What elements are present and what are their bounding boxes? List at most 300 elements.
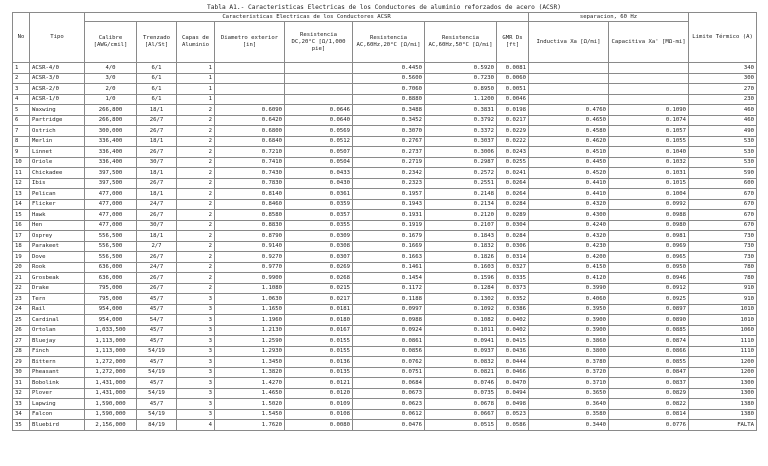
cell-res-dc: 0.0108 bbox=[285, 409, 353, 420]
cell-no: 8 bbox=[13, 136, 30, 147]
cell-xa: 0.4510 bbox=[529, 147, 609, 158]
cell-res-ac50: 0.1284 bbox=[425, 283, 497, 294]
cell-no: 27 bbox=[13, 336, 30, 347]
cell-trenzado: 18/1 bbox=[137, 168, 177, 179]
cell-res-ac50: 0.2148 bbox=[425, 189, 497, 200]
cell-capas: 3 bbox=[177, 294, 215, 305]
table-row bbox=[13, 199, 757, 210]
cell-xa bbox=[529, 63, 609, 74]
cell-diametro: 1.4650 bbox=[215, 388, 285, 399]
cell-no: 21 bbox=[13, 273, 30, 284]
cell-xa: 0.4320 bbox=[529, 199, 609, 210]
cell-tipo: Ibis bbox=[30, 178, 85, 189]
cell-res-ac20: 0.0861 bbox=[353, 336, 425, 347]
table-row bbox=[13, 252, 757, 263]
cell-res-ac20: 0.0988 bbox=[353, 315, 425, 326]
cell-xa2: 0.0912 bbox=[609, 283, 689, 294]
cell-res-dc: 0.0512 bbox=[285, 136, 353, 147]
cell-limite: 590 bbox=[689, 168, 757, 179]
cell-diametro: 0.8580 bbox=[215, 210, 285, 221]
cell-tipo: Oriole bbox=[30, 157, 85, 168]
cell-trenzado: 24/7 bbox=[137, 199, 177, 210]
cell-res-dc: 0.0640 bbox=[285, 115, 353, 126]
cell-diametro: 1.5020 bbox=[215, 399, 285, 410]
cell-calibre: 336,400 bbox=[85, 136, 137, 147]
cell-xa: 0.4410 bbox=[529, 178, 609, 189]
cell-gmr: 0.0586 bbox=[497, 420, 529, 431]
cell-res-ac50: 0.7230 bbox=[425, 73, 497, 84]
cell-res-ac50: 0.0746 bbox=[425, 378, 497, 389]
cell-res-ac20: 0.0856 bbox=[353, 346, 425, 357]
cell-limite: 530 bbox=[689, 136, 757, 147]
cell-diametro: 1.2130 bbox=[215, 325, 285, 336]
cell-diametro: 1.5450 bbox=[215, 409, 285, 420]
cell-trenzado: 18/1 bbox=[137, 231, 177, 242]
cell-diametro: 0.7410 bbox=[215, 157, 285, 168]
cell-xa2: 0.0814 bbox=[609, 409, 689, 420]
group-header-right: separacion, 60 Hz bbox=[529, 13, 689, 22]
cell-trenzado: 45/7 bbox=[137, 294, 177, 305]
cell-gmr: 0.0284 bbox=[497, 231, 529, 242]
cell-calibre: 266,800 bbox=[85, 115, 137, 126]
cell-res-ac50: 0.3037 bbox=[425, 136, 497, 147]
cell-tipo: Waxwing bbox=[30, 105, 85, 116]
cell-capas: 2 bbox=[177, 115, 215, 126]
col-limite-header: Limite Térmico (A) bbox=[689, 13, 757, 63]
cell-calibre: 1/0 bbox=[85, 94, 137, 105]
cell-res-ac50: 0.1092 bbox=[425, 304, 497, 315]
cell-gmr: 0.0327 bbox=[497, 262, 529, 273]
table-row bbox=[13, 94, 757, 105]
cell-xa2 bbox=[609, 63, 689, 74]
cell-gmr: 0.0284 bbox=[497, 199, 529, 210]
cell-tipo: Bobolink bbox=[30, 378, 85, 389]
cell-capas: 3 bbox=[177, 315, 215, 326]
cell-gmr: 0.0289 bbox=[497, 210, 529, 221]
cell-limite: 670 bbox=[689, 189, 757, 200]
cell-gmr: 0.0402 bbox=[497, 325, 529, 336]
cell-gmr: 0.0243 bbox=[497, 147, 529, 158]
cell-limite: 1300 bbox=[689, 378, 757, 389]
cell-capas: 2 bbox=[177, 136, 215, 147]
cell-tipo: Merlin bbox=[30, 136, 85, 147]
cell-gmr: 0.0222 bbox=[497, 136, 529, 147]
cell-trenzado: 18/1 bbox=[137, 136, 177, 147]
cell-calibre: 1,431,000 bbox=[85, 388, 137, 399]
cell-diametro: 0.9270 bbox=[215, 252, 285, 263]
cell-tipo: Pelican bbox=[30, 189, 85, 200]
cell-res-ac20: 0.1669 bbox=[353, 241, 425, 252]
cell-calibre: 477,000 bbox=[85, 199, 137, 210]
cell-xa: 0.3650 bbox=[529, 388, 609, 399]
cell-gmr: 0.0444 bbox=[497, 357, 529, 368]
cell-no: 22 bbox=[13, 283, 30, 294]
cell-calibre: 477,000 bbox=[85, 189, 137, 200]
cell-res-ac50: 0.1826 bbox=[425, 252, 497, 263]
cell-tipo: Osprey bbox=[30, 231, 85, 242]
cell-res-dc: 0.0430 bbox=[285, 178, 353, 189]
cell-res-dc: 0.0181 bbox=[285, 304, 353, 315]
cell-diametro: 0.9900 bbox=[215, 273, 285, 284]
cell-no: 23 bbox=[13, 294, 30, 305]
cell-res-ac20: 0.4450 bbox=[353, 63, 425, 74]
cell-res-ac50: 0.0832 bbox=[425, 357, 497, 368]
cell-res-dc: 0.0433 bbox=[285, 168, 353, 179]
cell-xa: 0.3860 bbox=[529, 336, 609, 347]
cell-capas: 3 bbox=[177, 409, 215, 420]
cell-limite: 340 bbox=[689, 63, 757, 74]
cell-no: 34 bbox=[13, 409, 30, 420]
cell-res-dc: 0.0357 bbox=[285, 210, 353, 221]
table-row bbox=[13, 283, 757, 294]
cell-res-dc: 0.0109 bbox=[285, 399, 353, 410]
table-row bbox=[13, 304, 757, 315]
cell-capas: 2 bbox=[177, 210, 215, 221]
cell-res-dc: 0.0355 bbox=[285, 220, 353, 231]
cell-xa bbox=[529, 94, 609, 105]
cell-tipo: Hen bbox=[30, 220, 85, 231]
cell-xa: 0.4450 bbox=[529, 157, 609, 168]
cell-capas: 2 bbox=[177, 241, 215, 252]
cell-calibre: 266,800 bbox=[85, 105, 137, 116]
cell-tipo: Plover bbox=[30, 388, 85, 399]
cell-calibre: 1,590,000 bbox=[85, 409, 137, 420]
cell-no: 20 bbox=[13, 262, 30, 273]
cell-res-ac50: 0.0678 bbox=[425, 399, 497, 410]
cell-xa: 0.3900 bbox=[529, 315, 609, 326]
cell-xa: 0.3800 bbox=[529, 346, 609, 357]
cell-gmr: 0.0060 bbox=[497, 73, 529, 84]
cell-limite: FALTA bbox=[689, 420, 757, 431]
cell-xa2: 0.0965 bbox=[609, 252, 689, 263]
cell-capas: 1 bbox=[177, 73, 215, 84]
cell-trenzado: 6/1 bbox=[137, 63, 177, 74]
cell-xa2: 0.0988 bbox=[609, 210, 689, 221]
cell-capas: 2 bbox=[177, 231, 215, 242]
col-calibre-header: Calibre [AWG/cmil] bbox=[85, 22, 137, 63]
cell-xa: 0.4060 bbox=[529, 294, 609, 305]
cell-no: 19 bbox=[13, 252, 30, 263]
cell-res-ac20: 0.1931 bbox=[353, 210, 425, 221]
cell-res-dc: 0.0309 bbox=[285, 231, 353, 242]
cell-calibre: 556,500 bbox=[85, 231, 137, 242]
cell-res-dc: 0.0361 bbox=[285, 189, 353, 200]
cell-xa: 0.3710 bbox=[529, 378, 609, 389]
cell-trenzado: 26/7 bbox=[137, 126, 177, 137]
cell-no: 4 bbox=[13, 94, 30, 105]
cell-xa: 0.4120 bbox=[529, 273, 609, 284]
cell-res-ac50: 0.8950 bbox=[425, 84, 497, 95]
cell-no: 33 bbox=[13, 399, 30, 410]
cell-no: 3 bbox=[13, 84, 30, 95]
cell-res-dc bbox=[285, 63, 353, 74]
cell-res-dc: 0.0504 bbox=[285, 157, 353, 168]
cell-gmr: 0.0314 bbox=[497, 252, 529, 263]
cell-res-ac20: 0.8880 bbox=[353, 94, 425, 105]
cell-tipo: Hawk bbox=[30, 210, 85, 221]
cell-xa: 0.4230 bbox=[529, 241, 609, 252]
cell-capas: 2 bbox=[177, 199, 215, 210]
cell-tipo: Parakeet bbox=[30, 241, 85, 252]
cell-capas: 1 bbox=[177, 84, 215, 95]
acsr-table bbox=[12, 12, 757, 431]
cell-xa: 0.3720 bbox=[529, 367, 609, 378]
table-row bbox=[13, 241, 757, 252]
cell-gmr: 0.0229 bbox=[497, 126, 529, 137]
cell-tipo: Flicker bbox=[30, 199, 85, 210]
cell-res-ac50: 0.1832 bbox=[425, 241, 497, 252]
cell-calibre: 4/0 bbox=[85, 63, 137, 74]
cell-xa: 0.3950 bbox=[529, 304, 609, 315]
cell-limite: 670 bbox=[689, 220, 757, 231]
col-trenzado-header: Trenzado [Al/St] bbox=[137, 22, 177, 63]
cell-res-ac50: 1.1200 bbox=[425, 94, 497, 105]
cell-calibre: 3/0 bbox=[85, 73, 137, 84]
cell-trenzado: 30/7 bbox=[137, 157, 177, 168]
cell-no: 14 bbox=[13, 199, 30, 210]
cell-diametro: 0.9140 bbox=[215, 241, 285, 252]
cell-limite: 670 bbox=[689, 210, 757, 221]
cell-no: 9 bbox=[13, 147, 30, 158]
cell-limite: 1010 bbox=[689, 315, 757, 326]
cell-res-ac20: 0.7060 bbox=[353, 84, 425, 95]
cell-xa: 0.4620 bbox=[529, 136, 609, 147]
cell-res-dc: 0.0136 bbox=[285, 357, 353, 368]
cell-diametro: 1.4270 bbox=[215, 378, 285, 389]
cell-res-dc bbox=[285, 84, 353, 95]
cell-res-ac20: 0.0623 bbox=[353, 399, 425, 410]
table-row bbox=[13, 367, 757, 378]
document bbox=[12, 4, 756, 431]
cell-capas: 3 bbox=[177, 346, 215, 357]
cell-xa2: 0.0776 bbox=[609, 420, 689, 431]
cell-trenzado: 24/7 bbox=[137, 262, 177, 273]
cell-diametro: 0.6090 bbox=[215, 105, 285, 116]
cell-xa: 0.3990 bbox=[529, 283, 609, 294]
cell-limite: 1200 bbox=[689, 357, 757, 368]
col-capas-header: Capas de Aluminio bbox=[177, 22, 215, 63]
cell-tipo: Lapwing bbox=[30, 399, 85, 410]
cell-xa2: 0.0866 bbox=[609, 346, 689, 357]
cell-calibre: 397,500 bbox=[85, 168, 137, 179]
cell-limite: 730 bbox=[689, 241, 757, 252]
cell-res-dc: 0.0167 bbox=[285, 325, 353, 336]
cell-xa2: 0.0950 bbox=[609, 262, 689, 273]
cell-tipo: Chickadee bbox=[30, 168, 85, 179]
cell-res-ac20: 0.1919 bbox=[353, 220, 425, 231]
cell-capas: 2 bbox=[177, 147, 215, 158]
cell-res-ac20: 0.2323 bbox=[353, 178, 425, 189]
cell-calibre: 1,113,000 bbox=[85, 336, 137, 347]
cell-limite: 530 bbox=[689, 157, 757, 168]
table-row bbox=[13, 262, 757, 273]
cell-limite: 730 bbox=[689, 252, 757, 263]
cell-calibre: 477,000 bbox=[85, 210, 137, 221]
cell-gmr: 0.0217 bbox=[497, 115, 529, 126]
cell-diametro: 0.7430 bbox=[215, 168, 285, 179]
cell-xa: 0.4240 bbox=[529, 220, 609, 231]
cell-tipo: Tern bbox=[30, 294, 85, 305]
cell-capas: 2 bbox=[177, 252, 215, 263]
cell-limite: 910 bbox=[689, 294, 757, 305]
cell-res-ac50: 0.2987 bbox=[425, 157, 497, 168]
cell-res-dc: 0.0646 bbox=[285, 105, 353, 116]
cell-xa: 0.3640 bbox=[529, 399, 609, 410]
cell-trenzado: 26/7 bbox=[137, 147, 177, 158]
cell-diametro: 0.7210 bbox=[215, 147, 285, 158]
cell-no: 24 bbox=[13, 304, 30, 315]
cell-xa: 0.4300 bbox=[529, 210, 609, 221]
cell-xa2: 0.0992 bbox=[609, 199, 689, 210]
cell-res-ac20: 0.5600 bbox=[353, 73, 425, 84]
col-res-ac50-header: Resistencia AC,60Hz,50°C [Ω/mi] bbox=[425, 22, 497, 63]
cell-tipo: Grosbeak bbox=[30, 273, 85, 284]
cell-trenzado: 45/7 bbox=[137, 325, 177, 336]
cell-xa bbox=[529, 84, 609, 95]
cell-res-dc: 0.0155 bbox=[285, 336, 353, 347]
cell-res-dc: 0.0307 bbox=[285, 252, 353, 263]
cell-res-ac50: 0.1302 bbox=[425, 294, 497, 305]
cell-res-ac20: 0.2767 bbox=[353, 136, 425, 147]
cell-trenzado: 54/19 bbox=[137, 409, 177, 420]
table-body bbox=[13, 63, 757, 431]
cell-trenzado: 30/7 bbox=[137, 220, 177, 231]
cell-no: 25 bbox=[13, 315, 30, 326]
cell-xa2: 0.1090 bbox=[609, 105, 689, 116]
cell-tipo: ACSR-3/0 bbox=[30, 73, 85, 84]
cell-no: 12 bbox=[13, 178, 30, 189]
cell-res-ac20: 0.3452 bbox=[353, 115, 425, 126]
cell-capas: 3 bbox=[177, 325, 215, 336]
cell-limite: 1380 bbox=[689, 399, 757, 410]
table-row bbox=[13, 346, 757, 357]
cell-res-ac50: 0.1082 bbox=[425, 315, 497, 326]
table-row bbox=[13, 210, 757, 221]
cell-diametro: 0.6420 bbox=[215, 115, 285, 126]
table-row bbox=[13, 294, 757, 305]
cell-gmr: 0.0264 bbox=[497, 189, 529, 200]
cell-limite: 670 bbox=[689, 199, 757, 210]
cell-gmr: 0.0402 bbox=[497, 315, 529, 326]
cell-no: 31 bbox=[13, 378, 30, 389]
cell-res-ac20: 0.2342 bbox=[353, 168, 425, 179]
cell-xa2: 0.1074 bbox=[609, 115, 689, 126]
cell-diametro: 0.8790 bbox=[215, 231, 285, 242]
cell-xa2: 0.1031 bbox=[609, 168, 689, 179]
table-row bbox=[13, 157, 757, 168]
cell-capas: 2 bbox=[177, 178, 215, 189]
cell-trenzado: 45/7 bbox=[137, 357, 177, 368]
cell-gmr: 0.0306 bbox=[497, 241, 529, 252]
cell-tipo: Bittern bbox=[30, 357, 85, 368]
cell-res-dc: 0.0180 bbox=[285, 315, 353, 326]
cell-res-ac20: 0.1957 bbox=[353, 189, 425, 200]
cell-xa2: 0.1032 bbox=[609, 157, 689, 168]
cell-calibre: 477,000 bbox=[85, 220, 137, 231]
cell-tipo: Pheasant bbox=[30, 367, 85, 378]
cell-no: 6 bbox=[13, 115, 30, 126]
cell-res-ac20: 0.3488 bbox=[353, 105, 425, 116]
cell-res-ac20: 0.1679 bbox=[353, 231, 425, 242]
cell-res-ac50: 0.5920 bbox=[425, 63, 497, 74]
table-row bbox=[13, 63, 757, 74]
cell-xa2 bbox=[609, 73, 689, 84]
cell-res-ac50: 0.0937 bbox=[425, 346, 497, 357]
cell-limite: 460 bbox=[689, 105, 757, 116]
cell-tipo: Falcon bbox=[30, 409, 85, 420]
cell-xa2: 0.1057 bbox=[609, 126, 689, 137]
table-row bbox=[13, 115, 757, 126]
cell-xa2: 0.0837 bbox=[609, 378, 689, 389]
cell-no: 29 bbox=[13, 357, 30, 368]
table-row bbox=[13, 189, 757, 200]
cell-gmr: 0.0466 bbox=[497, 367, 529, 378]
table-row bbox=[13, 273, 757, 284]
cell-trenzado: 54/7 bbox=[137, 315, 177, 326]
cell-no: 32 bbox=[13, 388, 30, 399]
cell-trenzado: 26/7 bbox=[137, 273, 177, 284]
cell-limite: 600 bbox=[689, 178, 757, 189]
cell-diametro: 1.3820 bbox=[215, 367, 285, 378]
cell-res-ac50: 0.3006 bbox=[425, 147, 497, 158]
cell-tipo: Drake bbox=[30, 283, 85, 294]
cell-trenzado: 54/19 bbox=[137, 346, 177, 357]
cell-capas: 1 bbox=[177, 94, 215, 105]
cell-calibre: 336,400 bbox=[85, 147, 137, 158]
cell-no: 16 bbox=[13, 220, 30, 231]
cell-limite: 780 bbox=[689, 273, 757, 284]
cell-xa: 0.4520 bbox=[529, 168, 609, 179]
cell-res-ac20: 0.0751 bbox=[353, 367, 425, 378]
cell-limite: 1060 bbox=[689, 325, 757, 336]
cell-capas: 2 bbox=[177, 157, 215, 168]
cell-capas: 3 bbox=[177, 399, 215, 410]
cell-no: 2 bbox=[13, 73, 30, 84]
cell-no: 1 bbox=[13, 63, 30, 74]
cell-capas: 2 bbox=[177, 262, 215, 273]
cell-xa: 0.4760 bbox=[529, 105, 609, 116]
cell-res-ac50: 0.1011 bbox=[425, 325, 497, 336]
table-row bbox=[13, 136, 757, 147]
cell-res-dc: 0.0359 bbox=[285, 199, 353, 210]
cell-gmr: 0.0470 bbox=[497, 378, 529, 389]
cell-calibre: 954,000 bbox=[85, 304, 137, 315]
cell-capas: 2 bbox=[177, 273, 215, 284]
cell-res-ac50: 0.1843 bbox=[425, 231, 497, 242]
cell-capas: 3 bbox=[177, 304, 215, 315]
cell-xa: 0.4580 bbox=[529, 126, 609, 137]
cell-calibre: 1,033,500 bbox=[85, 325, 137, 336]
cell-res-ac50: 0.3831 bbox=[425, 105, 497, 116]
cell-calibre: 1,590,000 bbox=[85, 399, 137, 410]
cell-capas: 3 bbox=[177, 367, 215, 378]
cell-limite: 1110 bbox=[689, 336, 757, 347]
cell-res-dc: 0.0217 bbox=[285, 294, 353, 305]
cell-gmr: 0.0051 bbox=[497, 84, 529, 95]
cell-diametro: 0.9770 bbox=[215, 262, 285, 273]
cell-tipo: ACSR-1/0 bbox=[30, 94, 85, 105]
cell-xa2: 0.0822 bbox=[609, 399, 689, 410]
cell-res-dc: 0.0135 bbox=[285, 367, 353, 378]
table-row bbox=[13, 84, 757, 95]
cell-capas: 2 bbox=[177, 283, 215, 294]
cell-calibre: 954,000 bbox=[85, 315, 137, 326]
cell-xa2: 0.0981 bbox=[609, 231, 689, 242]
cell-calibre: 300,000 bbox=[85, 126, 137, 137]
cell-gmr: 0.0352 bbox=[497, 294, 529, 305]
table-row bbox=[13, 336, 757, 347]
cell-capas: 2 bbox=[177, 189, 215, 200]
